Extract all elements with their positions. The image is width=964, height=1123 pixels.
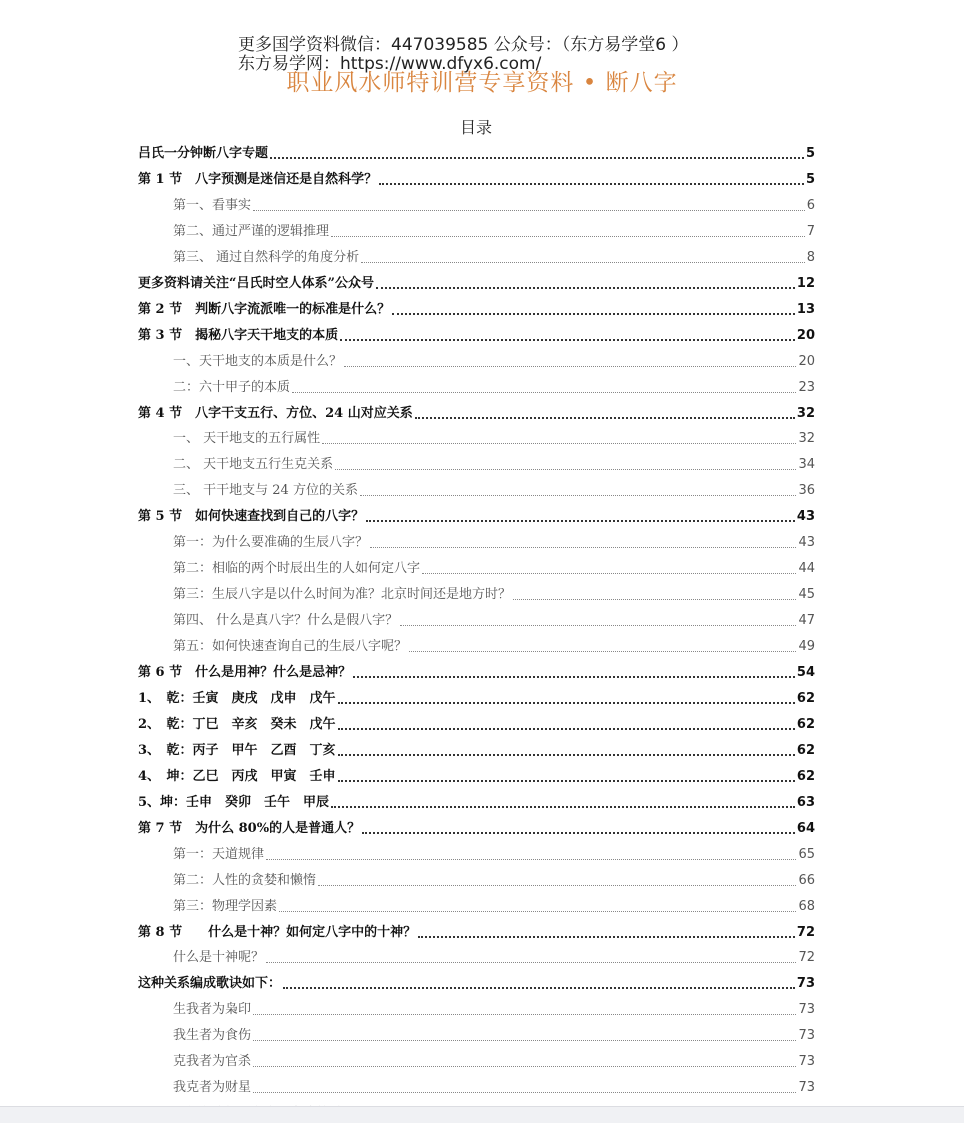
toc-entry-title: 吕氏一分钟断八字专题 (138, 146, 269, 161)
toc-entry-page-number: 8 (806, 249, 815, 265)
toc-entry[interactable] (173, 1075, 815, 1097)
toc-entry-title: 3、 乾：丙子 甲午 乙酉 丁亥 (138, 742, 336, 758)
toc-entry-title: 一、 天干地支的五行属性 (173, 431, 321, 447)
toc-entry-title: 三、 干干地支与 24 方位的关系 (173, 483, 358, 499)
toc-entry-page-number: 49 (798, 639, 815, 655)
toc-dot-leader (331, 236, 805, 237)
toc-entry-page-number: 32 (798, 431, 815, 447)
toc-entry[interactable] (173, 426, 815, 448)
toc-entry-title: 一、天干地支的本质是什么？ (173, 353, 343, 369)
toc-dot-leader (400, 625, 796, 626)
toc-entry-page-number: 62 (796, 690, 815, 706)
toc-entry[interactable] (173, 193, 815, 215)
toc-entry-title: 第三：生辰八字是以什么时间为准？北京时间还是地方时？ (173, 587, 512, 603)
toc-dot-leader (270, 157, 804, 159)
toc-entry-page-number: 36 (798, 483, 815, 499)
toc-entry[interactable] (173, 997, 815, 1019)
toc-entry-page-number: 68 (798, 898, 815, 914)
toc-heading: 目录 (459, 118, 492, 137)
toc-entry-title: 第三：物理学因素 (173, 898, 278, 914)
toc-dot-leader (331, 806, 795, 808)
toc-entry-page-number: 5 (805, 171, 815, 187)
toc-entry-title: 第 8 节 什么是十神？如何定八字中的十神？ (138, 924, 417, 940)
toc-dot-leader (253, 1092, 796, 1093)
toc-entry[interactable] (173, 582, 815, 604)
toc-entry-title: 第四、 什么是真八字？什么是假八字？ (173, 613, 399, 629)
toc-dot-leader (335, 469, 796, 470)
toc-entry-title: 4、 坤：乙巳 丙戌 甲寅 壬申 (138, 768, 336, 784)
toc-entry-page-number: 72 (798, 950, 815, 966)
toc-entry[interactable] (173, 945, 815, 967)
toc-entry-page-number: 47 (798, 613, 815, 629)
toc-dot-leader (415, 417, 795, 419)
toc-entry-page-number: 43 (798, 535, 815, 551)
toc-entry[interactable] (173, 452, 815, 474)
toc-entry-page-number: 34 (798, 457, 815, 473)
toc-dot-leader (379, 183, 804, 185)
toc-dot-leader (318, 885, 796, 886)
toc-entry-title: 第 2 节 判断八字流派唯一的标准是什么？ (138, 301, 391, 317)
toc-entry-page-number: 64 (796, 820, 815, 836)
toc-entry-page-number: 63 (796, 794, 815, 810)
toc-entry-page-number: 23 (798, 379, 815, 395)
toc-dot-leader (338, 728, 795, 730)
document-header-title: 职业风水师特训营专享资料 • 断八字 (286, 70, 678, 96)
toc-dot-leader (338, 780, 795, 782)
toc-entry[interactable] (173, 608, 815, 630)
toc-entry-title: 二：六十甲子的本质 (173, 379, 291, 395)
toc-entry-page-number: 20 (798, 353, 815, 369)
toc-dot-leader (266, 859, 796, 860)
toc-entry-title: 1、 乾：壬寅 庚戌 戊申 戊午 (138, 690, 336, 706)
toc-entry-title: 生我者为枭印 (173, 1002, 252, 1018)
watermark-website: 东方易学网：https://www.dfyx6.com/ (238, 54, 542, 74)
toc-entry-page-number: 7 (806, 223, 815, 239)
toc-entry[interactable] (138, 712, 815, 734)
toc-entry-page-number: 45 (798, 587, 815, 603)
toc-entry-page-number: 73 (798, 1054, 815, 1070)
toc-entry-page-number: 12 (796, 275, 815, 291)
toc-dot-leader (253, 1066, 796, 1067)
toc-dot-leader (376, 287, 795, 289)
toc-entry[interactable] (138, 816, 815, 838)
toc-entry-page-number: 43 (796, 509, 815, 525)
toc-entry-page-number: 13 (796, 301, 815, 317)
toc-entry-page-number: 5 (805, 146, 815, 161)
toc-entry[interactable] (173, 868, 815, 890)
toc-dot-leader (338, 702, 795, 704)
toc-dot-leader (366, 520, 795, 522)
toc-entry-title: 第 4 节 八字干支五行、方位、24 山对应关系 (138, 405, 413, 421)
toc-entry-page-number: 65 (798, 846, 815, 862)
toc-dot-leader (370, 547, 796, 548)
toc-entry[interactable] (173, 556, 815, 578)
toc-dot-leader (322, 443, 796, 444)
toc-entry[interactable] (173, 530, 815, 552)
toc-entry-title: 第 1 节 八字预测是迷信还是自然科学？ (138, 171, 378, 187)
toc-entry-page-number: 44 (798, 561, 815, 577)
toc-entry-title: 什么是十神呢？ (173, 950, 265, 966)
toc-entry-page-number: 72 (796, 924, 815, 940)
viewer-bottom-bar (0, 1106, 964, 1123)
toc-dot-leader (422, 573, 796, 574)
toc-entry[interactable] (138, 271, 815, 293)
toc-entry-title: 第 7 节 为什么 80%的人是普通人？ (138, 820, 361, 836)
toc-entry-title: 5、坤：壬申 癸卯 壬午 甲辰 (138, 794, 330, 810)
toc-entry-title: 第二：人性的贪婪和懒惰 (173, 872, 317, 888)
toc-dot-leader (362, 832, 795, 834)
toc-entry-title: 第 5 节 如何快速查找到自己的八字？ (138, 509, 365, 525)
toc-dot-leader (292, 392, 796, 393)
toc-entry[interactable] (138, 738, 815, 760)
toc-entry-title: 第一：为什么要准确的生辰八字？ (173, 535, 369, 551)
toc-entry-page-number: 62 (796, 716, 815, 732)
toc-dot-leader (360, 495, 797, 496)
toc-entry[interactable] (173, 1049, 815, 1071)
toc-dot-leader (279, 911, 796, 912)
toc-entry-title: 我生者为食伤 (173, 1028, 252, 1044)
toc-entry-page-number: 6 (806, 197, 815, 213)
toc-entry[interactable] (173, 634, 815, 656)
toc-entry-title: 第二、通过严谨的逻辑推理 (173, 223, 330, 239)
toc-entry-title: 二、 天干地支五行生克关系 (173, 457, 334, 473)
toc-entry-title: 第二：相临的两个时辰出生的人如何定八字 (173, 561, 421, 577)
toc-entry[interactable] (173, 842, 815, 864)
toc-entry-title: 第一、看事实 (173, 197, 252, 213)
toc-entry[interactable] (138, 141, 815, 163)
toc-entry[interactable] (138, 790, 815, 812)
toc-dot-leader (353, 676, 795, 678)
toc-entry-page-number: 73 (798, 1028, 815, 1044)
toc-dot-leader (513, 599, 796, 600)
toc-entry[interactable] (173, 375, 815, 397)
toc-entry-page-number: 54 (796, 665, 815, 680)
toc-dot-leader (340, 339, 795, 341)
toc-entry[interactable] (138, 297, 815, 319)
toc-entry-title: 更多资料请关注“吕氏时空人体系”公众号 (138, 275, 374, 291)
toc-entry[interactable] (173, 245, 815, 267)
toc-dot-leader (283, 987, 795, 989)
toc-entry[interactable] (138, 660, 815, 682)
toc-entry-page-number: 62 (796, 768, 815, 784)
toc-entry-title: 2、 乾：丁巳 辛亥 癸未 戊午 (138, 716, 336, 732)
toc-entry[interactable] (138, 167, 815, 189)
toc-dot-leader (409, 651, 796, 652)
toc-dot-leader (392, 313, 795, 315)
toc-entry-title: 第 3 节 揭秘八字天干地支的本质 (138, 327, 339, 343)
toc-entry[interactable] (138, 323, 815, 345)
toc-dot-leader (266, 962, 796, 963)
toc-entry[interactable] (138, 764, 815, 786)
toc-dot-leader (253, 210, 805, 211)
toc-entry[interactable] (173, 894, 815, 916)
toc-entry[interactable] (138, 504, 815, 526)
toc-dot-leader (253, 1014, 796, 1015)
toc-entry[interactable] (138, 401, 815, 423)
toc-entry-page-number: 73 (796, 976, 815, 992)
toc-entry-title: 第一：天道规律 (173, 846, 265, 862)
toc-entry[interactable] (173, 1023, 815, 1045)
toc-entry-page-number: 32 (796, 405, 815, 421)
toc-dot-leader (253, 1040, 796, 1041)
toc-entry[interactable] (138, 920, 815, 942)
toc-entry-page-number: 73 (798, 1002, 815, 1018)
toc-entry[interactable] (173, 349, 815, 371)
toc-dot-leader (418, 936, 795, 938)
toc-entry-title: 第 6 节 什么是用神？什么是忌神？ (138, 665, 352, 680)
toc-entry-title: 第三、 通过自然科学的角度分析 (173, 249, 360, 265)
toc-dot-leader (344, 366, 796, 367)
toc-entry[interactable] (173, 219, 815, 241)
toc-entry-title: 我克者为财星 (173, 1080, 252, 1096)
toc-dot-leader (361, 262, 805, 263)
toc-entry-title: 克我者为官杀 (173, 1054, 252, 1070)
toc-entry[interactable] (138, 971, 815, 993)
toc-entry-page-number: 66 (798, 872, 815, 888)
toc-entry-page-number: 62 (796, 742, 815, 758)
toc-entry-page-number: 20 (796, 327, 815, 343)
toc-entry[interactable] (138, 686, 815, 708)
watermark-contact: 更多国学资料微信：447039585 公众号：（东方易学堂6 ） (238, 35, 689, 55)
toc-entry-title: 第五：如何快速查询自己的生辰八字呢？ (173, 639, 408, 655)
toc-entry-title: 这种关系编成歌诀如下： (138, 976, 282, 992)
toc-entry[interactable] (173, 478, 815, 500)
toc-dot-leader (338, 754, 795, 756)
toc-entry-page-number: 73 (798, 1080, 815, 1096)
